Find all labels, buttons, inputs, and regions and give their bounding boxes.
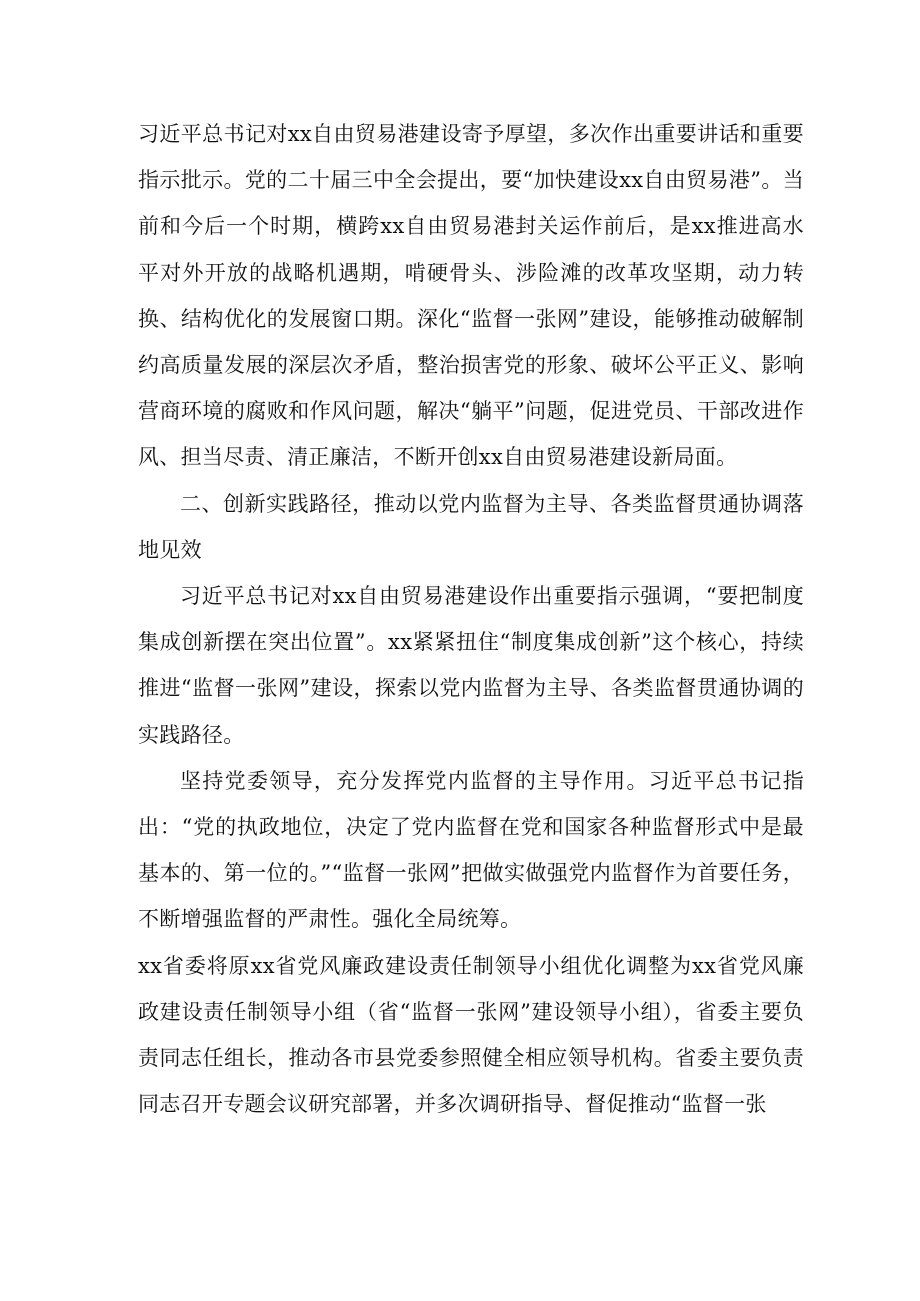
paragraph-provincial-committee: xx省委将原xx省党风廉政建设责任制领导小组优化调整为xx省党风廉政建设责任制领导小组（省“监督一张网”建设领导小组），省委主要负责同志任组长，推动各市县党委参照健全相应领导机构。省委主要负责同志召开专题会议研究部署，并多次调研指导、督促推动“监督一张 xyxy=(138,953,804,1117)
paragraph-party-leadership: 坚持党委领导，充分发挥党内监督的主导作用。习近平总书记指出：“党的执政地位，决定了党内监督在党和国家各种监督形式中是最基本的、第一位的。”“监督一张网”把做实做强党内监督作为首要任务，不断增强监督的严肃性。强化全局统筹。 xyxy=(138,768,804,932)
document-body xyxy=(138,111,804,1127)
paragraph-institutional-innovation: 习近平总书记对xx自由贸易港建设作出重要指示强调，“要把制度集成创新摆在突出位置”。xx紧紧扭住“制度集成创新”这个核心，持续推进“监督一张网”建设，探索以党内监督为主导、各类监督贯通协调的实践路径。 xyxy=(138,584,804,747)
section-heading: 二、创新实践路径，推动以党内监督为主导、各类监督贯通协调落地见效 xyxy=(138,491,804,562)
paragraph-intro: 习近平总书记对xx自由贸易港建设寄予厚望，多次作出重要讲话和重要指示批示。党的二十届三中全会提出，要“加快建设xx自由贸易港”。当前和今后一个时期，横跨xx自由贸易港封关运作前后，是xx推进高水平对外开放的战略机遇期，啃硬骨头、涉险滩的改革攻坚期，动力转换、结构优化的发展窗口期。深化“监督一张网”建设，能够推动破解制约高质量发展的深层次矛盾，整治损害党的形象、破坏公平正义、影响营商环境的腐败和作风问题，解决“躺平”问题，促进党员、干部改进作风、担当尽责、清正廉洁，不断开创xx自由贸易港建设新局面。 xyxy=(138,122,804,470)
